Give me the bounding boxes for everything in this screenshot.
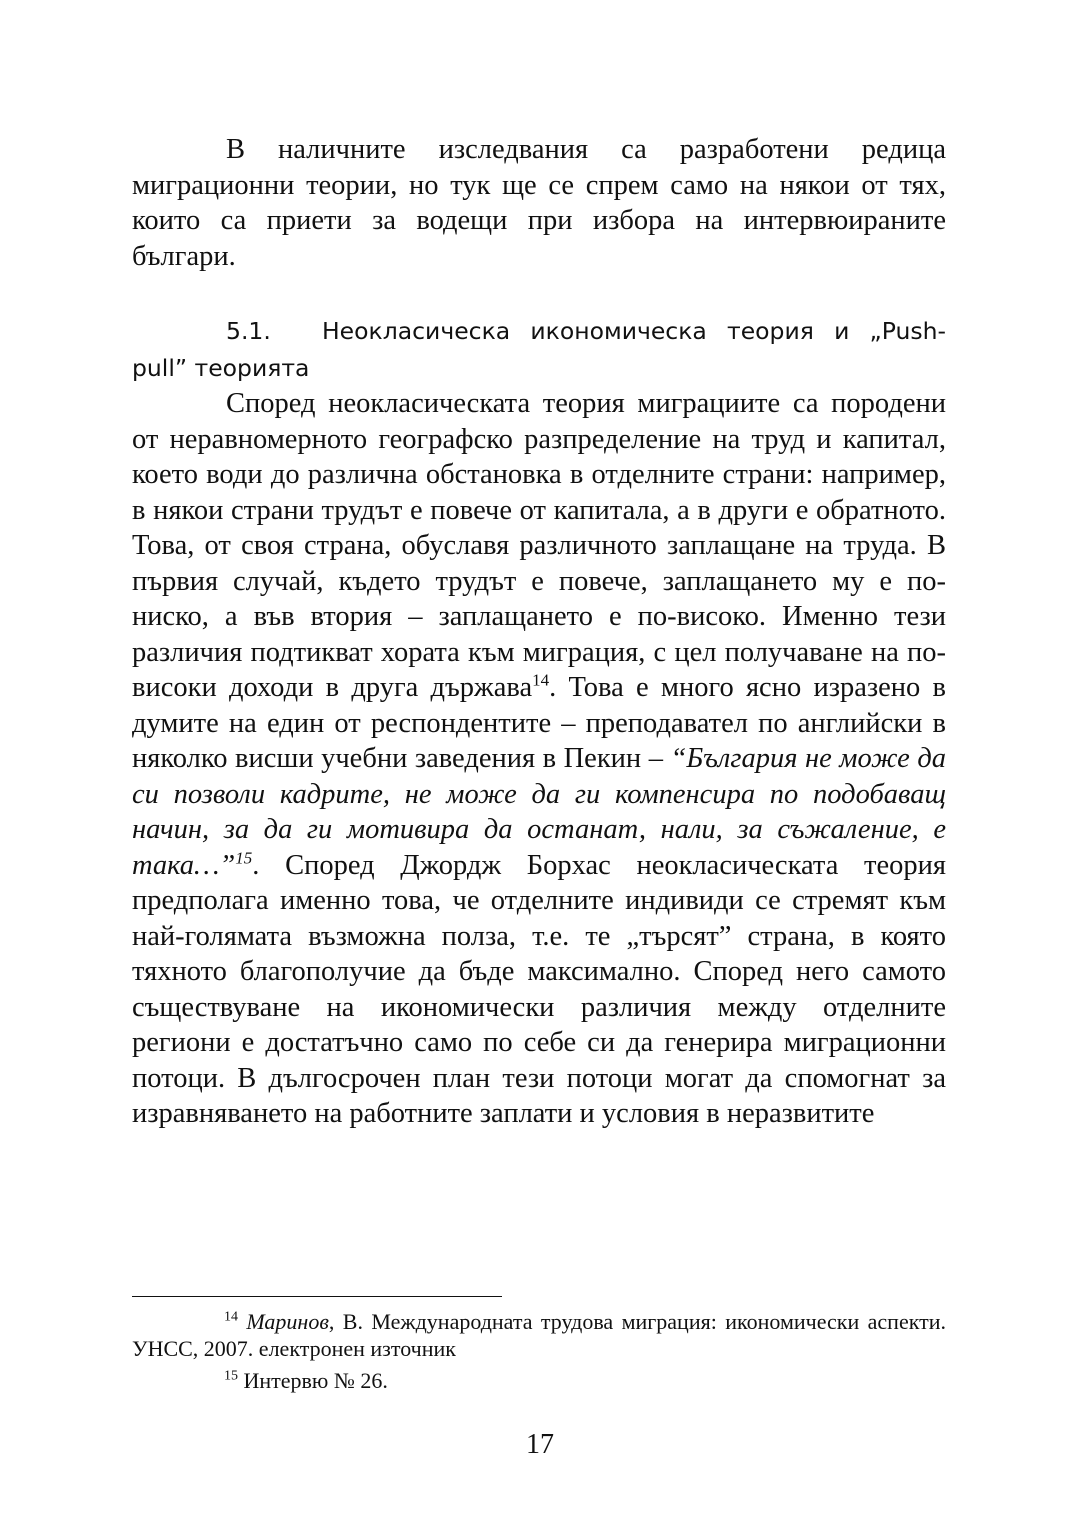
footnote-ref-14[interactable]: 14 bbox=[532, 670, 550, 690]
section-heading bbox=[132, 313, 946, 387]
body-text-part3: . Според Джордж Борхас неокласическата теория предполага именно това, че отделните индивиди се стремят към най-голямата възможна полза, т.е. те „търсят” страна, в която тяхното благополучие да бъде максимално. Според него самото съществуване на икономически различия между отделните региони е достатъчно само по себе си да генерира миграционни потоци. В дългосрочен план тези потоци могат да спомогнат за изравняването на работните заплати и условия в неразвитите bbox=[132, 849, 946, 1129]
page-number: 17 bbox=[526, 1429, 554, 1460]
footnote-15 bbox=[132, 1367, 946, 1394]
body-text-part1: Според неокласическата теория миграциите са породени от неравномерното географско разпределение на труд и капитал, което води до различна обстановка в отделните страни: например, в някои страни трудът е повече от капитала, а в други е обратното. Това, от своя страна, обуславя различното заплащане на труда. В първия случай, където трудът е повече, заплащането му е по-ниско, а във втория – заплащането е по-високо. Именно тези различия подтикват хората към миграция, с цел получаване на по-високи доходи в друга държава bbox=[132, 388, 946, 703]
footnote-author: Маринов bbox=[246, 1309, 329, 1334]
body-paragraph bbox=[132, 386, 946, 1132]
respondent-quote: “България не може да си позволи кадрите, не може да ги компенсира по подобаващ начин, за да ги мотивира да останат, нали, за съжаление, е така…” bbox=[132, 743, 946, 881]
footnote-ref-15[interactable]: 15 bbox=[235, 848, 253, 867]
footnote-separator bbox=[132, 1296, 502, 1297]
footnote-mark: 15 bbox=[224, 1368, 238, 1384]
footnote-mark: 14 bbox=[224, 1309, 238, 1325]
body-text-part2: . Това е много ясно изразено в думите на един от респондентите – преподавател по английски в няколко висши учебни заведения в Пекин – bbox=[132, 672, 947, 774]
intro-paragraph: В наличните изследвания са разработени редица миграционни теории, но тук ще се спрем само на някои от тях, които са приети за водещи при избора на интервюираните българи. bbox=[132, 134, 946, 272]
footnote-text: , В. Международната трудова миграция: икономически аспекти. УНСС, 2007. електронен източник bbox=[132, 1309, 946, 1361]
footnote-text: Интервю № 26. bbox=[243, 1368, 388, 1393]
section-number: 5.1. bbox=[226, 317, 271, 345]
section-title: Неокласическа икономическа теория и „Push-pull” теорията bbox=[132, 317, 946, 382]
footnote-14 bbox=[132, 1308, 946, 1362]
